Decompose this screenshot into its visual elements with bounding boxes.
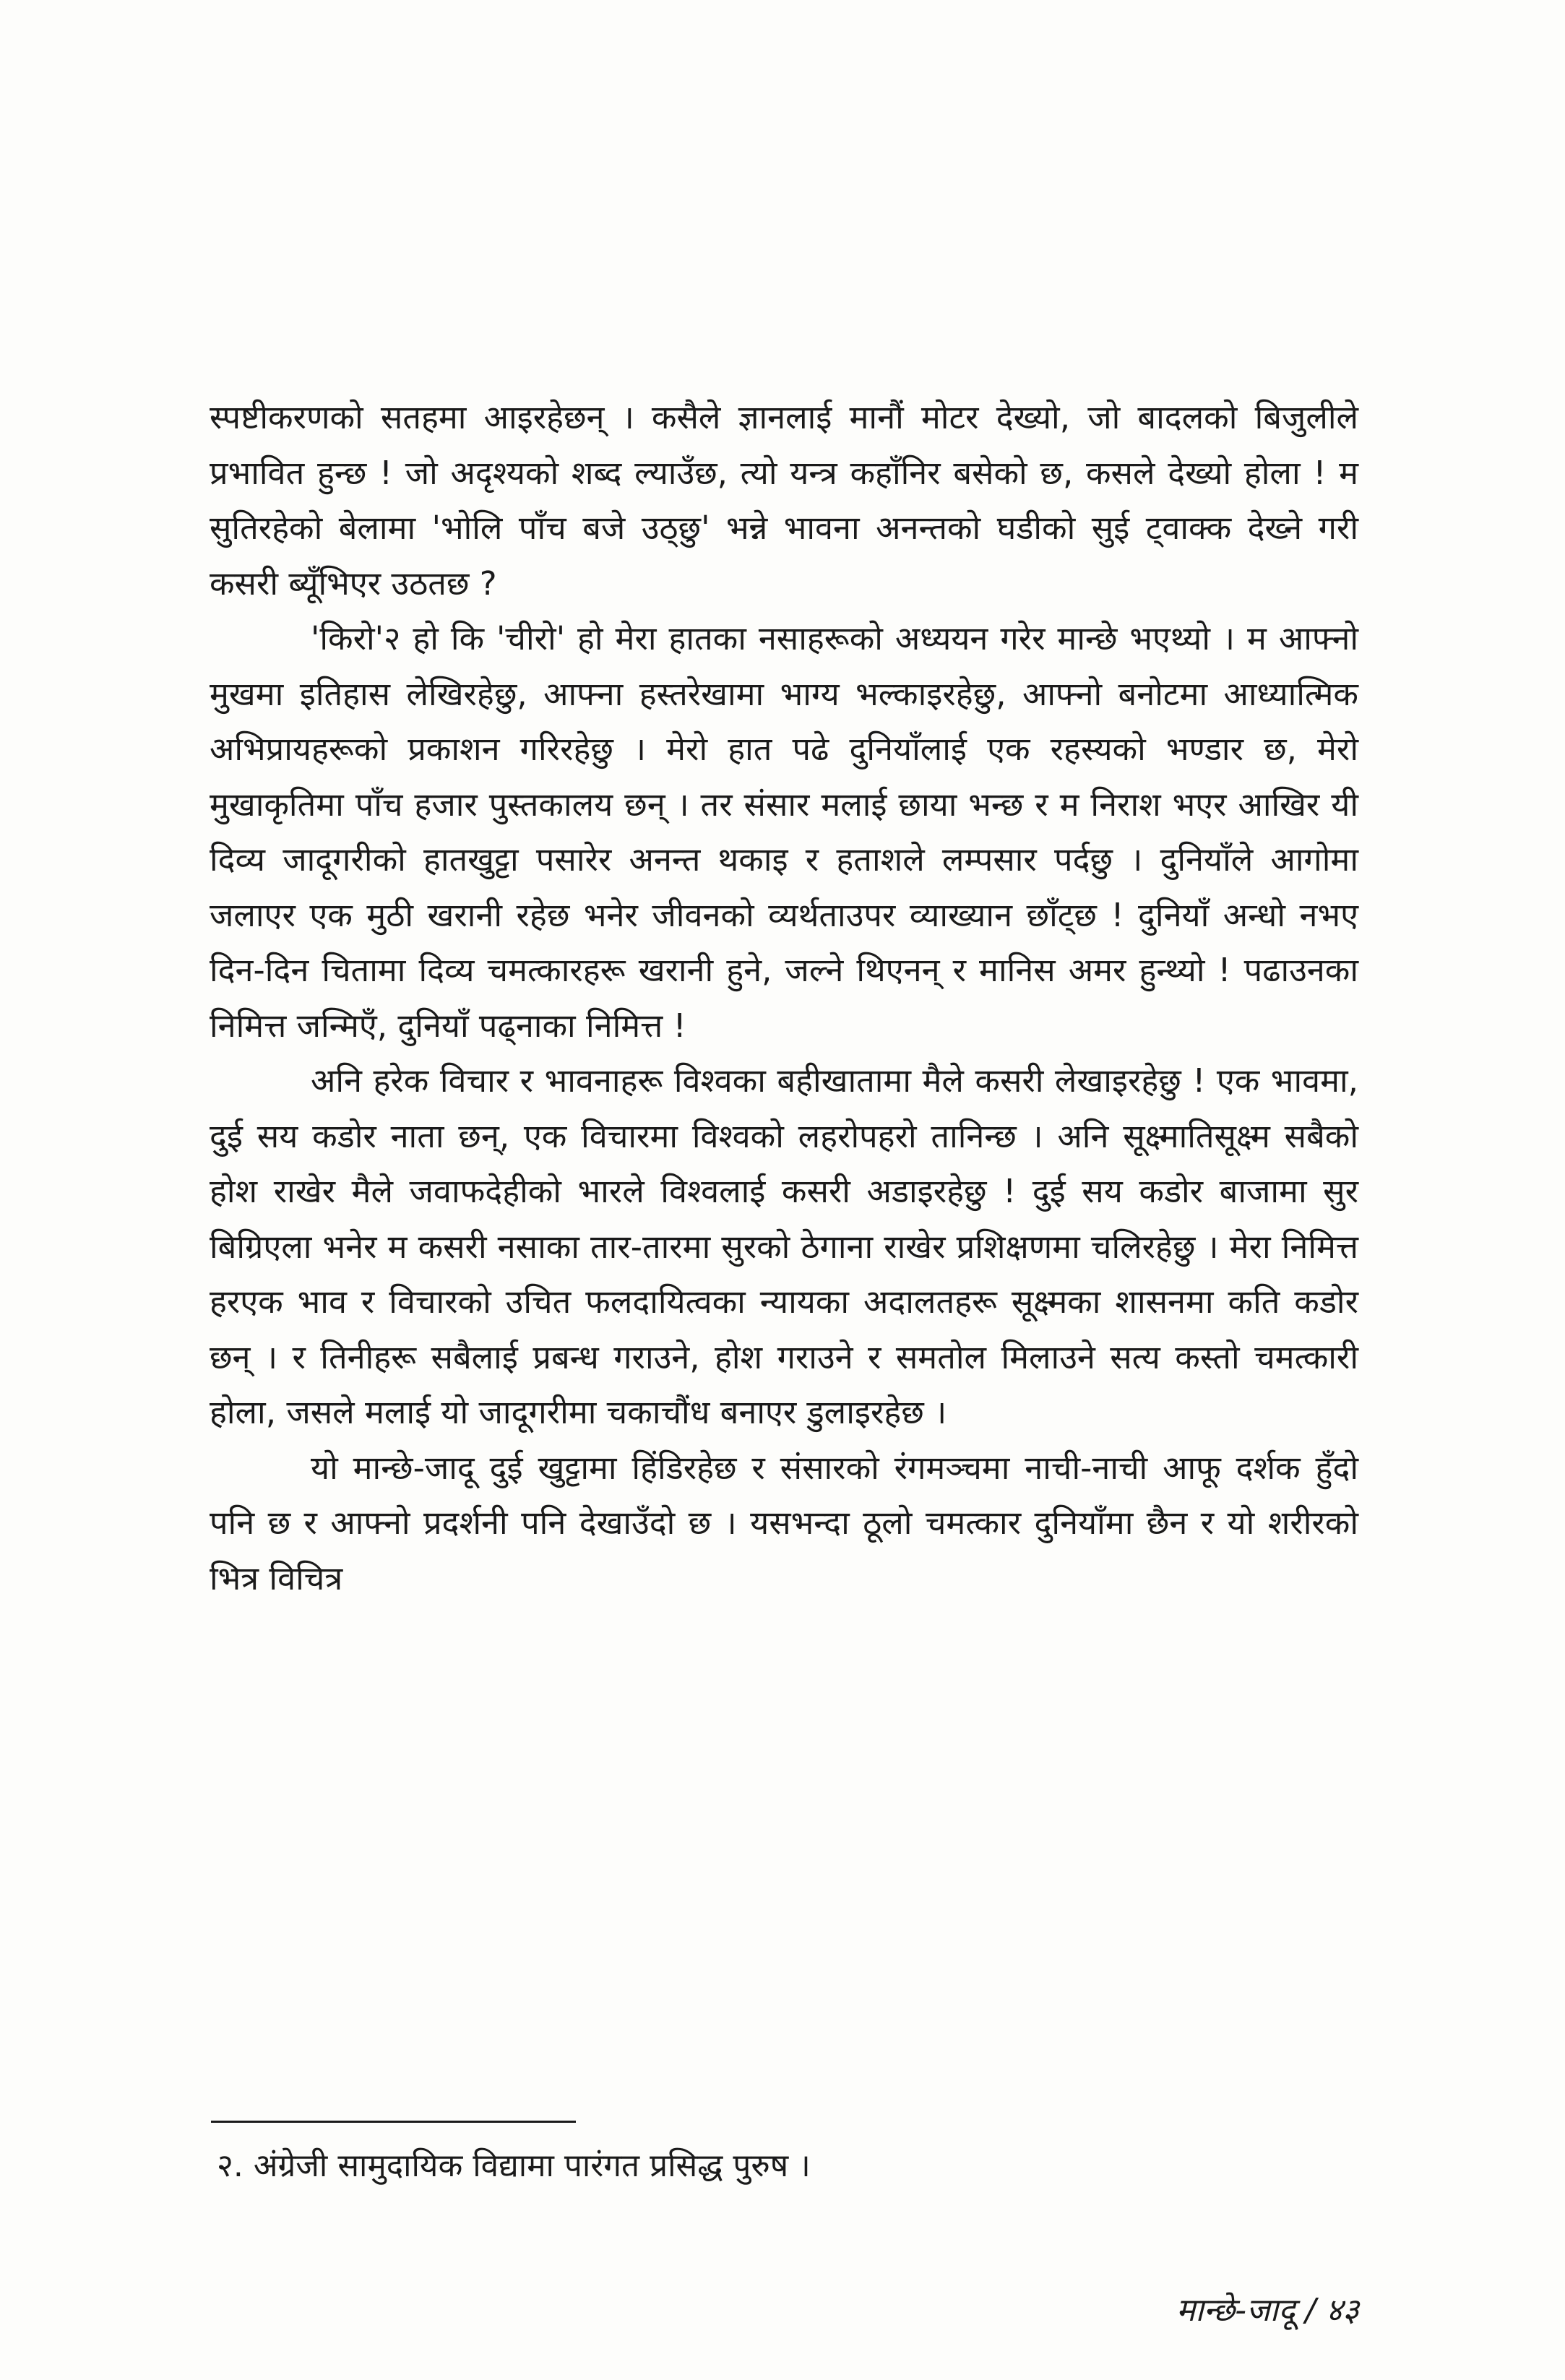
paragraph-1: स्पष्टीकरणको सतहमा आइरहेछन् । कसैले ज्ञानलाई मानौं मोटर देख्यो, जो बादलको बिजुलीले प्रभावित हुन्छ ! जो अदृश्यको शब्द ल्याउँछ, त्यो यन्त्र कहाँनिर बसेको छ, कसले देख्यो होला ! म सुतिरहेको बेलामा 'भोलि पाँच बजे उठ्छु' भन्ने भावना अनन्तको घडीको सुई ट्वाक्क देख्ने गरी कसरी ब्यूँभिएर उठतछ ? (210, 398, 1358, 603)
body-text (210, 390, 1358, 1606)
paragraph-4: यो मान्छे-जादू दुई खुट्टामा हिंडिरहेछ र संसारको रंगमञ्चमा नाची-नाची आफू दर्शक हुँदो पनि छ र आफ्नो प्रदर्शनी पनि देखाउँदो छ । यसभन्दा ठूलो चमत्कार दुनियाँमा छैन र यो शरीरको भित्र विचित्र (210, 1448, 1358, 1598)
paragraph-3: अनि हरेक विचार र भावनाहरू विश्वका बहीखातामा मैले कसरी लेखाइरहेछु ! एक भावमा, दुई सय कडोर नाता छन्, एक विचारमा विश्वको लहरोपहरो तानिन्छ । अनि सूक्ष्मातिसूक्ष्म सबैको होश राखेर मैले जवाफदेहीको भारले विश्वलाई कसरी अडाइरहेछु ! दुई सय कडोर बाजामा सुर बिग्रिएला भनेर म कसरी नसाका तार-तारमा सुरको ठेगाना राखेर प्रशिक्षणमा चलिरहेछु । मेरा निमित्त हरएक भाव र विचारको उचित फलदायित्वका न्यायका अदालतहरू सूक्ष्मका शासनमा कति कडोर छन् । र तिनीहरू सबैलाई प्रबन्ध गराउने, होश गराउने र समतोल मिलाउने सत्य कस्तो चमत्कारी होला, जसले मलाई यो जादूगरीमा चकाचौंध बनाएर डुलाइरहेछ । (210, 1061, 1358, 1431)
paragraph-2: 'किरो'२ हो कि 'चीरो' हो मेरा हातका नसाहरूको अध्ययन गरेर मान्छे भएथ्यो । म आफ्नो मुखमा इतिहास लेखिरहेछु, आफ्ना हस्तरेखामा भाग्य भल्काइरहेछु, आफ्नो बनोटमा आध्यात्मिक अभिप्रायहरूको प्रकाशन गरिरहेछु । मेरो हात पढे दुनियाँलाई एक रहस्यको भण्डार छ, मेरो मुखाकृतिमा पाँच हजार पुस्तकालय छन् । तर संसार मलाई छाया भन्छ र म निराश भएर आखिर यी दिव्य जादूगरीको हातखुट्टा पसारेर अनन्त थकाइ र हताशले लम्पसार पर्दछु । दुनियाँले आगोमा जलाएर एक मुठी खरानी रहेछ भनेर जीवनको व्यर्थताउपर व्याख्यान छाँट्छ ! दुनियाँ अन्धो नभए दिन-दिन चितामा दिव्य चमत्कारहरू खरानी हुने, जल्ने थिएनन् र मानिस अमर हुन्थ्यो ! पढाउनका निमित्त जन्मिएँ, दुनियाँ पढ्नाका निमित्त ! (210, 619, 1358, 1045)
footnote: २. अंग्रेजी सामुदायिक विद्यामा पारंगत प्रसिद्ध पुरुष । (217, 2147, 811, 2184)
footnote-divider (211, 2121, 576, 2123)
running-footer-page-number: मान्छे-जादू / ४३ (1176, 2292, 1359, 2329)
